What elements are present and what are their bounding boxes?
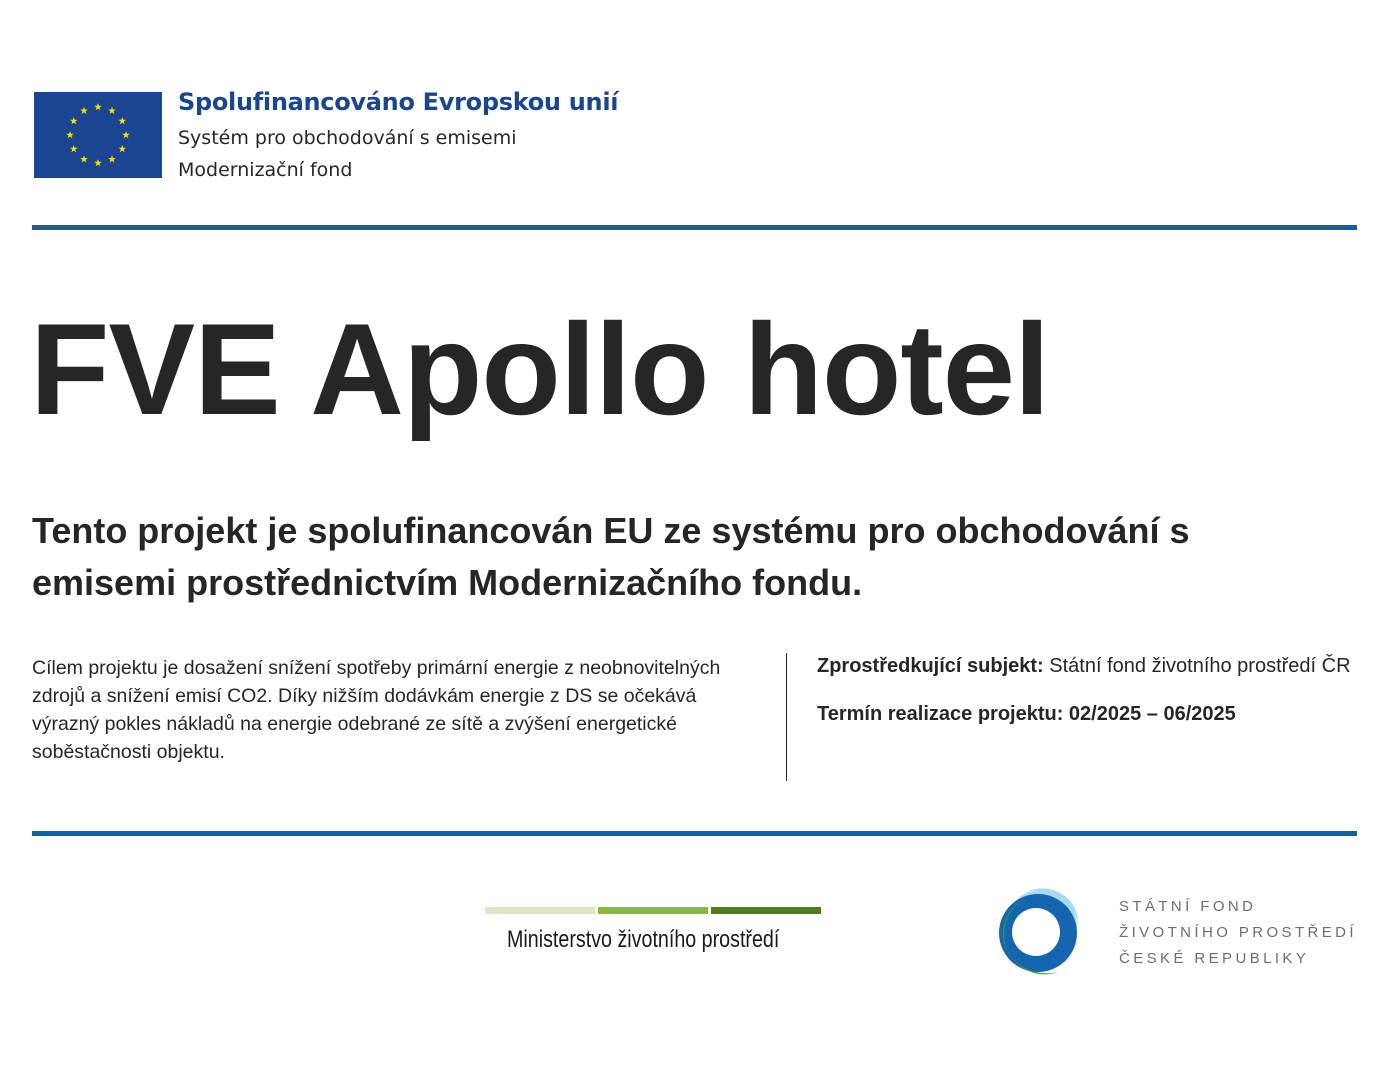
eu-subtitle-line2: Modernizační fond bbox=[178, 159, 353, 181]
project-description: Cílem projektu je dosažení snížení spotřeby primární energie z neobnovitelných zdrojů a snížení emisí CO2. Díky nižším dodávkám energie z DS se očekává výrazný pokles nákladů na energie odebrané ze sítě a zvýšení energetické soběstačnosti objektu. bbox=[32, 657, 721, 763]
intermediary-info bbox=[817, 655, 1351, 678]
bottom-divider bbox=[32, 831, 1357, 836]
vertical-divider bbox=[786, 653, 787, 781]
ministry-logo-bar-light bbox=[485, 907, 595, 914]
intermediary-label: Zprostředkující subjekt: bbox=[817, 655, 1044, 677]
sfzp-logo-line2: ŽIVOTNÍHO PROSTŘEDÍ bbox=[1119, 924, 1357, 941]
project-term: Termín realizace projektu: 02/2025 – 06/2025 bbox=[817, 703, 1236, 725]
sfzp-logo-line1: STÁTNÍ FOND bbox=[1119, 898, 1257, 915]
eu-title: Spolufinancováno Evropskou unií bbox=[178, 88, 619, 116]
ministry-logo-bar-dark bbox=[711, 907, 821, 914]
eu-subtitle-line1: Systém pro obchodování s emisemi bbox=[178, 127, 517, 149]
sfzp-logo-line3: ČESKÉ REPUBLIKY bbox=[1119, 950, 1310, 967]
sfzp-ring-icon bbox=[986, 880, 1088, 984]
intermediary-value: Státní fond životního prostředí ČR bbox=[1049, 655, 1351, 677]
ministry-logo-text: Ministerstvo životního prostředí bbox=[507, 926, 780, 953]
project-subtitle: Tento projekt je spolufinancován EU ze systému pro obchodování s emisemi prostřednictvím Modernizačního fondu. bbox=[32, 510, 1190, 603]
eu-flag-icon bbox=[34, 92, 162, 178]
ministry-logo-bar-mid bbox=[598, 907, 708, 914]
project-title: FVE Apollo hotel bbox=[30, 296, 1050, 442]
top-divider bbox=[32, 225, 1357, 230]
